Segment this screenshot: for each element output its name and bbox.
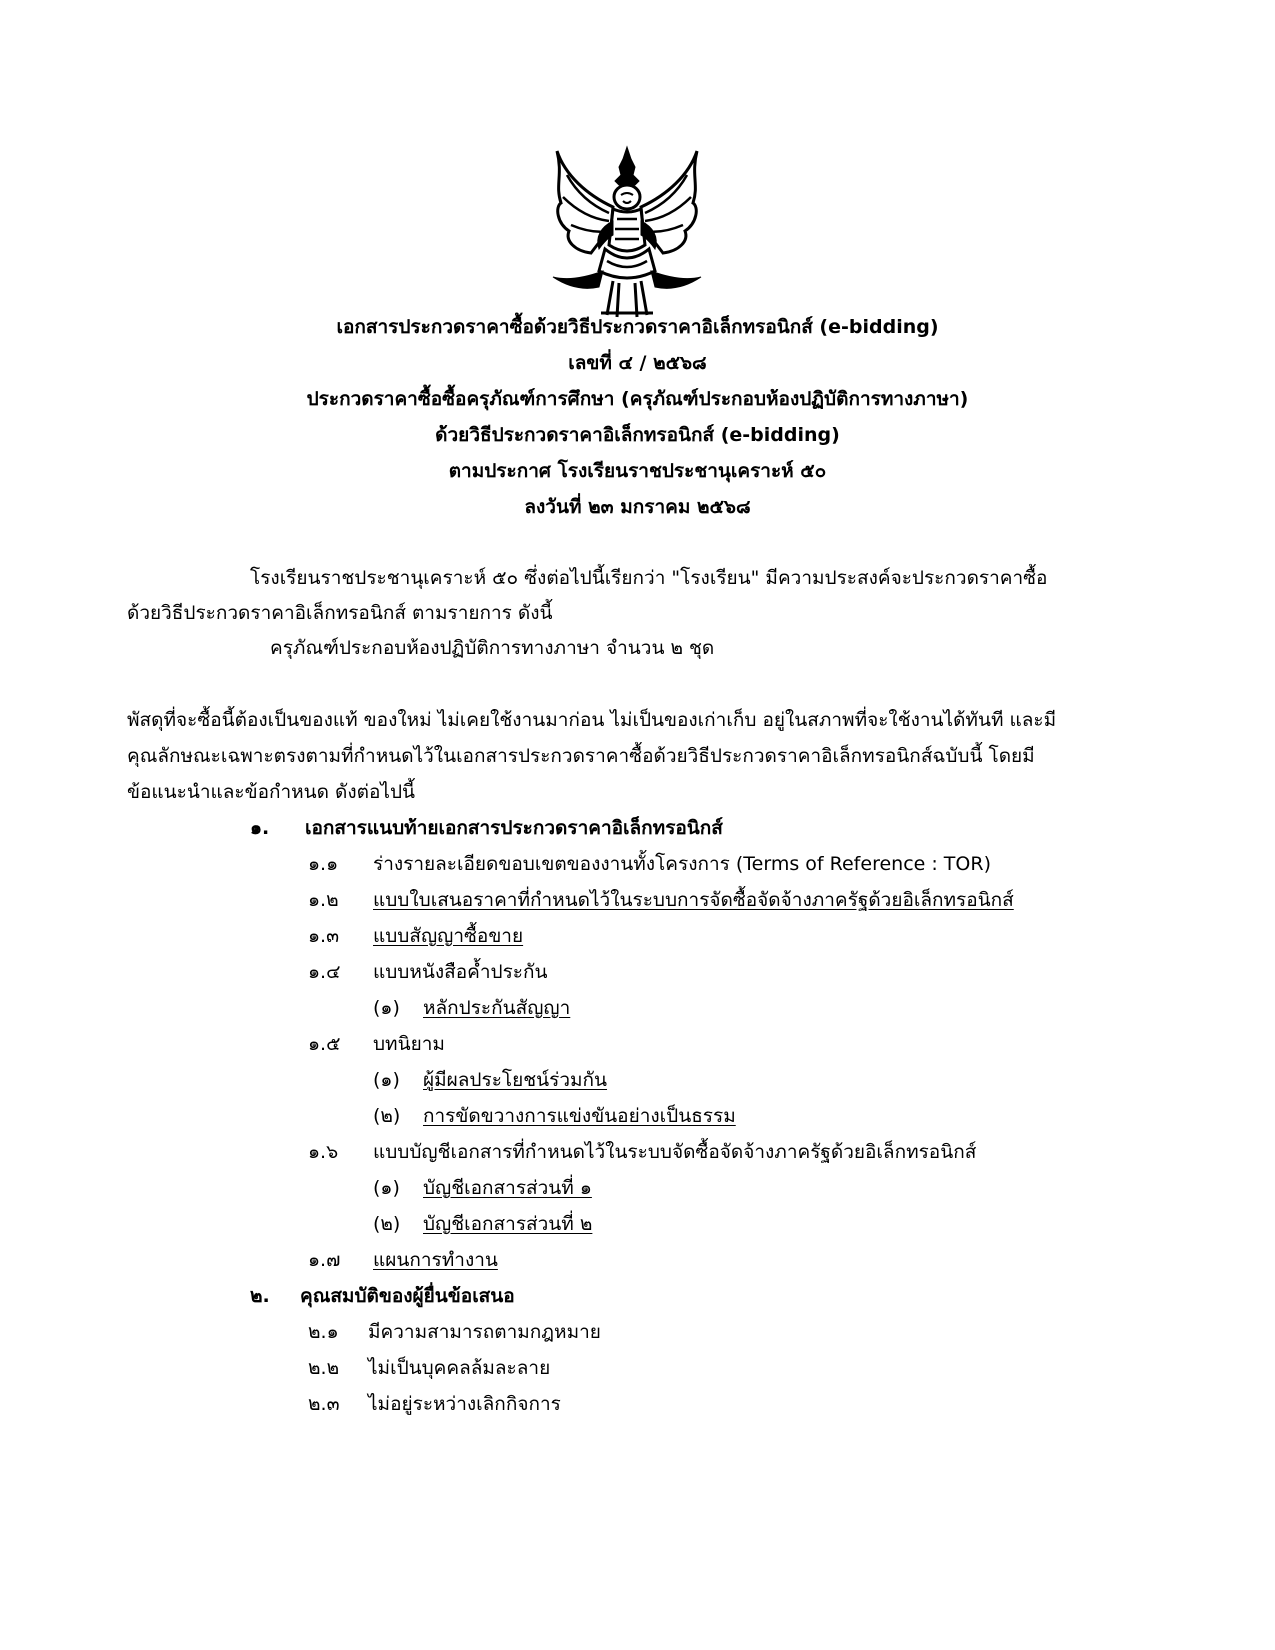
link-purchase-contract[interactable]: แบบสัญญาซื้อขาย — [373, 925, 524, 947]
item-guarantee-letter: แบบหนังสือค้ำประกัน — [373, 961, 548, 983]
subitem-number: (๒) — [373, 1213, 401, 1235]
document-title: เอกสารประกวดราคาซื้อด้วยวิธีประกวดราคาอิเล็กทรอนิกส์ (e-bidding) — [336, 316, 939, 338]
document-method: ด้วยวิธีประกวดราคาอิเล็กทรอนิกส์ (e-bidding) — [435, 424, 840, 446]
section-2-title: คุณสมบัติของผู้ยื่นข้อเสนอ — [300, 1285, 515, 1307]
intro-line-1: โรงเรียนราชประชานุเคราะห์ ๕๐ ซึ่งต่อไปนี้เรียกว่า "โรงเรียน" มีความประสงค์จะประกวดราคาซื้อ — [250, 567, 1048, 589]
item-document-list: แบบบัญชีเอกสารที่กำหนดไว้ในระบบจัดซื้อจัดจ้างภาครัฐด้วยอิเล็กทรอนิกส์ — [373, 1141, 977, 1163]
section-2-number: ๒. — [250, 1285, 270, 1307]
conditions-line-3: ข้อแนะนำและข้อกำหนด ดังต่อไปนี้ — [127, 781, 416, 803]
link-bid-form[interactable]: แบบใบเสนอราคาที่กำหนดไว้ในระบบการจัดซื้อจัดจ้างภาครัฐด้วยอิเล็กทรอนิกส์ — [373, 889, 1014, 911]
item-number: ๑.๒ — [308, 889, 339, 911]
conditions-line-2: คุณลักษณะเฉพาะตรงตามที่กำหนดไว้ในเอกสารประกวดราคาซื้อด้วยวิธีประกวดราคาอิเล็กทรอนิกส์ฉบับนี้ โดยมี — [127, 745, 1035, 767]
link-fair-competition[interactable]: การขัดขวางการแข่งขันอย่างเป็นธรรม — [423, 1105, 736, 1127]
intro-line-2: ด้วยวิธีประกวดราคาอิเล็กทรอนิกส์ ตามรายการ ดังนี้ — [127, 602, 553, 624]
section-1-title: เอกสารแนบท้ายเอกสารประกวดราคาอิเล็กทรอนิกส์ — [305, 817, 723, 839]
document-announcement: ตามประกาศ โรงเรียนราชประชานุเคราะห์ ๕๐ — [448, 460, 827, 482]
link-contract-security[interactable]: หลักประกันสัญญา — [423, 997, 571, 1019]
item-number: ๑.๗ — [308, 1249, 341, 1271]
item-not-dissolving: ไม่อยู่ระหว่างเลิกกิจการ — [368, 1393, 561, 1415]
item-number: ๒.๓ — [308, 1393, 340, 1415]
item-number: ๑.๖ — [308, 1141, 339, 1163]
garuda-emblem-icon — [547, 145, 707, 320]
document-date: ลงวันที่ ๒๓ มกราคม ๒๕๖๘ — [524, 496, 751, 518]
link-document-list-part-1[interactable]: บัญชีเอกสารส่วนที่ ๑ — [423, 1177, 592, 1199]
subitem-number: (๒) — [373, 1105, 401, 1127]
subitem-number: (๑) — [373, 1177, 400, 1199]
item-number: ๑.๓ — [308, 925, 340, 947]
section-1-number: ๑. — [250, 817, 270, 839]
link-work-plan[interactable]: แผนการทำงาน — [373, 1249, 498, 1271]
link-document-list-part-2[interactable]: บัญชีเอกสารส่วนที่ ๒ — [423, 1213, 593, 1235]
item-number: ๑.๔ — [308, 961, 341, 983]
item-tor: ร่างรายละเอียดขอบเขตของงานทั้งโครงการ (Terms of Reference : TOR) — [373, 853, 991, 875]
item-not-bankrupt: ไม่เป็นบุคคลล้มละลาย — [368, 1357, 551, 1379]
conditions-line-1: พัสดุที่จะซื้อนี้ต้องเป็นของแท้ ของใหม่ ไม่เคยใช้งานมาก่อน ไม่เป็นของเก่าเก็บ อยู่ในสภาพที่จะใช้งานได้ทันที และมี — [127, 709, 1057, 731]
document-number: เลขที่ ๔ / ๒๕๖๘ — [568, 352, 707, 374]
document-subject: ประกวดราคาซื้อซื้อครุภัณฑ์การศึกษา (ครุภัณฑ์ประกอบห้องปฏิบัติการทางภาษา) — [306, 388, 969, 410]
item-number: ๒.๑ — [308, 1321, 339, 1343]
item-legal-capacity: มีความสามารถตามกฎหมาย — [368, 1321, 601, 1343]
item-number: ๒.๒ — [308, 1357, 340, 1379]
item-number: ๑.๕ — [308, 1033, 341, 1055]
subitem-number: (๑) — [373, 997, 400, 1019]
item-number: ๑.๑ — [308, 853, 339, 875]
link-joint-interest[interactable]: ผู้มีผลประโยชน์ร่วมกัน — [423, 1069, 608, 1091]
item-definitions: บทนิยาม — [373, 1033, 445, 1055]
subitem-number: (๑) — [373, 1069, 400, 1091]
intro-item: ครุภัณฑ์ประกอบห้องปฏิบัติการทางภาษา จำนวน ๒ ชุด — [270, 637, 715, 659]
